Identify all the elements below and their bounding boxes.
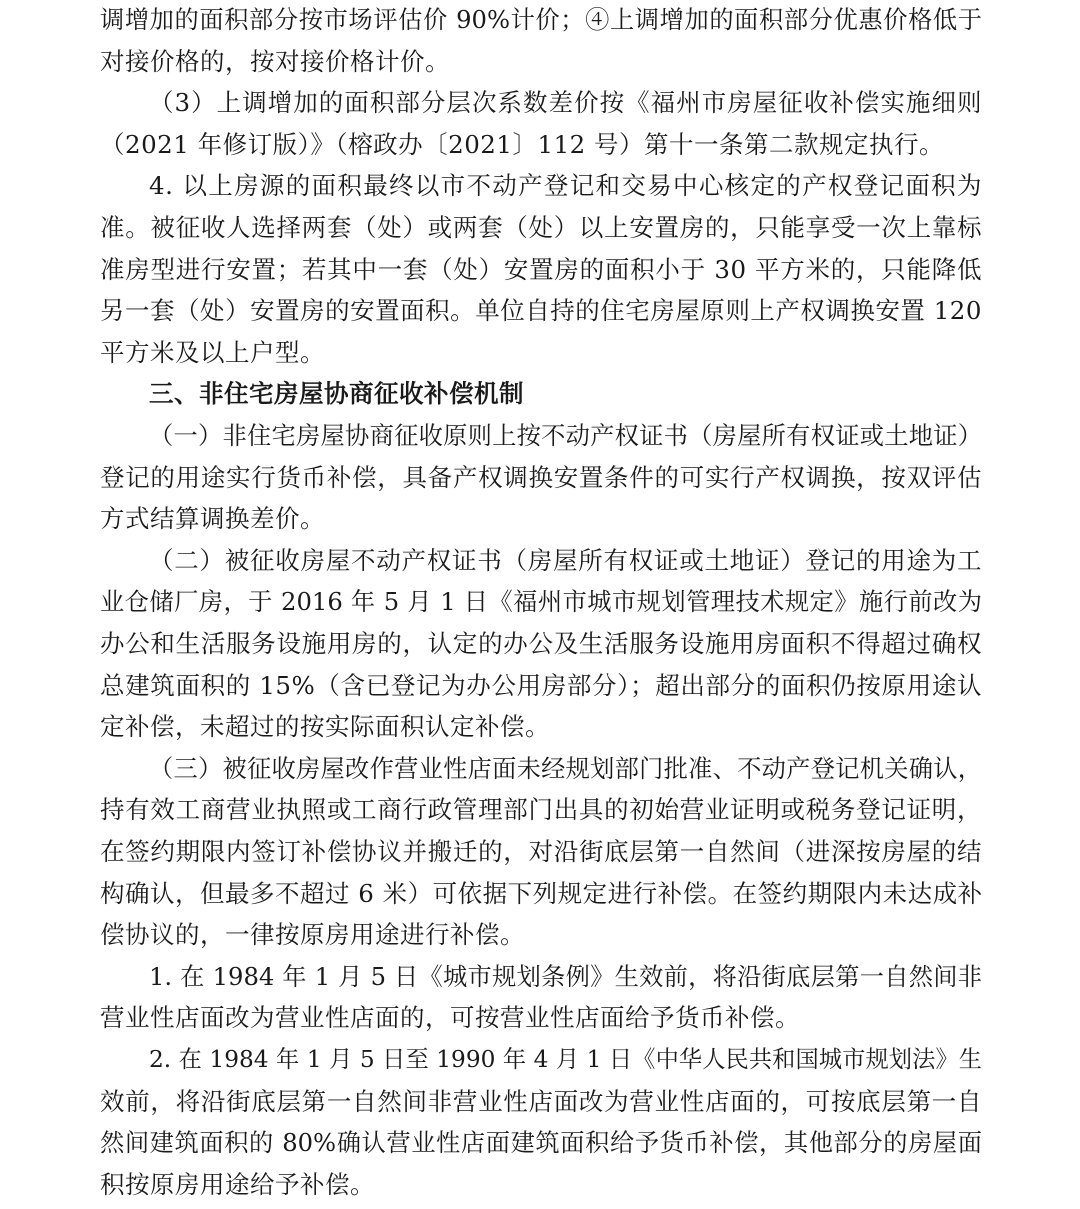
- text-line: 方式结算调换差价。: [100, 504, 325, 534]
- text-line: 1. 在 1984 年 1 月 5 日《城市规划条例》生效前，将沿街底层第一自然间非: [149, 961, 982, 991]
- text-line: 准。被征收人选择两套（处）或两套（处）以上安置房的，只能享受一次上靠标: [100, 213, 982, 242]
- text-line: 积按原房用途给予补偿。: [100, 1169, 375, 1199]
- text-line: 另一套（处）安置房的安置面积。单位自持的住宅房屋原则上产权调换安置 120: [100, 296, 982, 326]
- text-line: 登记的用途实行货币补偿，具备产权调换安置条件的可实行产权调换，按双评估: [100, 462, 982, 492]
- text-line: 定补偿，未超过的按实际面积认定补偿。: [100, 712, 550, 742]
- text-line: 准房型进行安置；若其中一套（处）安置房的面积小于 30 平方米的，只能降低: [100, 254, 982, 284]
- text-line: 2. 在 1984 年 1 月 5 日至 1990 年 4 月 1 日《中华人民共和国城市规划法》生: [149, 1046, 982, 1073]
- text-line: （一）非住宅房屋协商征收原则上按不动产权证书（房屋所有权证或土地证）: [149, 421, 982, 450]
- text-line: 平方米及以上户型。: [100, 337, 325, 367]
- text-line: 在签约期限内签订补偿协议并搬迁的，对沿街底层第一自然间（进深按房屋的结: [100, 837, 982, 866]
- text-line: 调增加的面积部分按市场评估价 90%计价；④上调增加的面积部分优惠价格低于: [100, 5, 982, 34]
- section-heading: 三、非住宅房屋协商征收补偿机制: [149, 379, 524, 409]
- text-line: 持有效工商营业执照或工商行政管理部门出具的初始营业证明或税务登记证明，: [100, 795, 982, 825]
- text-line: 构确认，但最多不超过 6 米）可依据下列规定进行补偿。在签约期限内未达成补: [100, 878, 983, 908]
- text-line: 效前，将沿街底层第一自然间非营业性店面改为营业性店面的，可按底层第一自: [100, 1086, 982, 1116]
- text-line: （2021 年修订版）》（榕政办〔2021〕112 号）第十一条第二款规定执行。: [100, 129, 945, 159]
- text-line: 总建筑面积的 15%（含已登记为办公用房部分）；超出部分的面积仍按原用途认: [100, 670, 982, 700]
- text-line: 业仓储厂房，于 2016 年 5 月 1 日《福州市城市规划管理技术规定》施行前改为: [100, 587, 982, 617]
- text-line: （三）被征收房屋改作营业性店面未经规划部门批准、不动产登记机关确认，: [149, 753, 982, 783]
- text-line: （3）上调增加的面积部分层次系数差价按《福州市房屋征收补偿实施细则: [149, 88, 982, 118]
- text-line: 4. 以上房源的面积最终以市不动产登记和交易中心核定的产权登记面积为: [149, 171, 982, 201]
- text-line: （二）被征收房屋不动产权证书（房屋所有权证或土地证）登记的用途为工: [149, 545, 982, 575]
- text-line: 偿协议的，一律按原房用途进行补偿。: [100, 920, 525, 950]
- text-line: 办公和生活服务设施用房的，认定的办公及生活服务设施用房面积不得超过确权: [100, 629, 982, 658]
- text-line: 营业性店面改为营业性店面的，可按营业性店面给予货币补偿。: [100, 1003, 800, 1033]
- text-line: 然间建筑面积的 80%确认营业性店面建筑面积给予货币补偿，其他部分的房屋面: [100, 1128, 982, 1158]
- text-line: 对接价格的，按对接价格计价。: [100, 46, 450, 76]
